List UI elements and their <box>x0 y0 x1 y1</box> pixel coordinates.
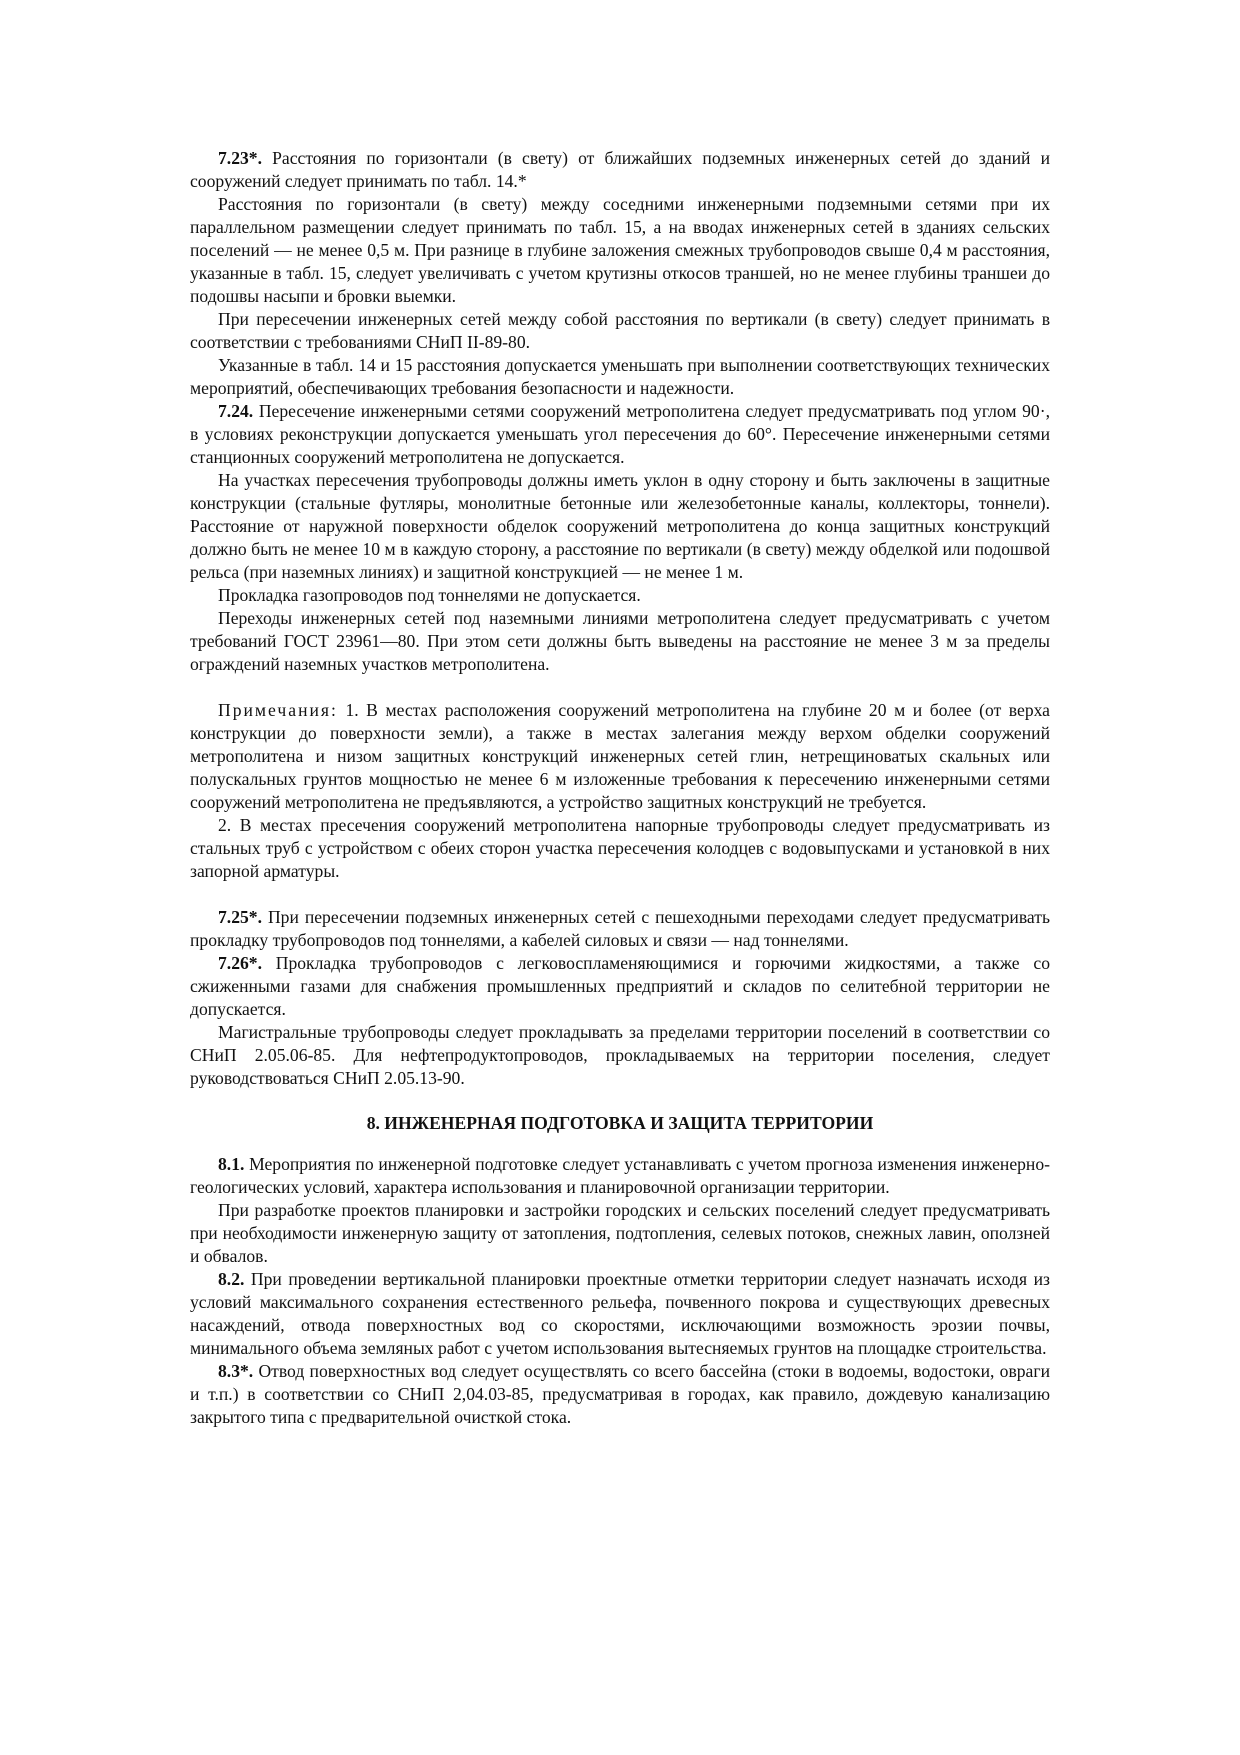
clause-number: 8.3*. <box>218 1361 254 1381</box>
paragraph-8-3 <box>190 1360 1050 1429</box>
paragraph-text: Отвод поверхностных вод следует осуществлять со всего бассейна (стоки в водоемы, водостоки, овраги и т.п.) в соответствии со СНиП 2,04.03-85, предусматривая в городах, как правило, дождевую канализацию закрытого типа с предварительной очисткой стока. <box>190 1361 1050 1427</box>
paragraph-text: При проведении вертикальной планировки проектные отметки территории следует назначать исходя из условий максимального сохранения естественного рельефа, почвенного покрова и существующих древесных насаждений, отвода поверхностных вод со скоростями, исключающими возможность эрозии почвы, минимального объема земляных работ с учетом использования вытесняемых грунтов на площадке строительства. <box>190 1269 1050 1358</box>
paragraph <box>190 308 1050 354</box>
section-heading: 8. ИНЖЕНЕРНАЯ ПОДГОТОВКА И ЗАЩИТА ТЕРРИТОРИИ <box>366 1113 874 1133</box>
paragraph-8-2 <box>190 1268 1050 1360</box>
paragraph-text: Расстояния по горизонтали (в свету) между соседними инженерными подземными сетями при их параллельном размещении следует принимать по табл. 15, а на вводах инженерных сетей в зданиях сельских поселений — не менее 0,5 м. При разнице в глубине заложения смежных трубопроводов свыше 0,4 м расстояния, указанные в табл. 15, следует увеличивать с учетом крутизны откосов траншей, но не менее глубины траншеи до подошвы насыпи и бровки выемки. <box>190 194 1050 306</box>
paragraph-7-26 <box>190 952 1050 1021</box>
document-page <box>190 147 1050 1429</box>
paragraph-7-25 <box>190 906 1050 952</box>
paragraph-7-24 <box>190 400 1050 469</box>
paragraph-text: Переходы инженерных сетей под наземными линиями метрополитена следует предусматривать с учетом требований ГОСТ 23961—80. При этом сети должны быть выведены на расстояние не менее 3 м за пределы ограждений наземных участков метрополитена. <box>190 608 1050 674</box>
paragraph <box>190 1199 1050 1268</box>
note-2 <box>190 814 1050 883</box>
note-text: 2. В местах пресечения сооружений метрополитена напорные трубопроводы следует предусматривать из стальных труб с устройством с обеих сторон участка пересечения колодцев с водовыпусками и установкой в них запорной арматуры. <box>190 815 1050 881</box>
clause-number: 7.24. <box>218 401 254 421</box>
paragraph-text: Пересечение инженерными сетями сооружений метрополитена следует предусматривать под углом 90·, в условиях реконструкции допускается уменьшать угол пересечения до 60°. Пересечение инженерными сетями станционных сооружений метрополитена не допускается. <box>190 401 1050 467</box>
spacer <box>190 676 1050 699</box>
paragraph-text: Магистральные трубопроводы следует прокладывать за пределами территории поселений в соответствии со СНиП 2.05.06-85. Для нефтепродуктопроводов, прокладываемых на территории поселения, следует руководствоваться СНиП 2.05.13-90. <box>190 1022 1050 1088</box>
clause-number: 7.26*. <box>218 953 262 973</box>
paragraph <box>190 1021 1050 1090</box>
paragraph-8-1 <box>190 1153 1050 1199</box>
paragraph-text: На участках пересечения трубопроводы должны иметь уклон в одну сторону и быть заключены в защитные конструкции (стальные футляры, монолитные бетонные или железобетонные каналы, коллекторы, тоннели). Расстояние от наружной поверхности обделок сооружений метрополитена до конца защитных конструкций должно быть не менее 10 м в каждую сторону, а расстояние по вертикали (в свету) между обделкой или подошвой рельса (при наземных линиях) и защитной конструкцией — не менее 1 м. <box>190 470 1050 582</box>
paragraph-text: При пересечении инженерных сетей между собой расстояния по вертикали (в свету) следует принимать в соответствии с требованиями СНиП II-89-80. <box>190 309 1050 352</box>
clause-number: 8.1. <box>218 1154 245 1174</box>
paragraph-text: Мероприятия по инженерной подготовке следует устанавливать с учетом прогноза изменения инженерно-геологических условий, характера использования и планировочной организации территории. <box>190 1154 1050 1197</box>
paragraph-text: При пересечении подземных инженерных сетей с пешеходными переходами следует предусматривать прокладку трубопроводов под тоннелями, а кабелей силовых и связи — над тоннелями. <box>190 907 1050 950</box>
paragraph-7-23 <box>190 147 1050 193</box>
notes-label: Примечания: <box>218 700 338 720</box>
paragraph-text: Прокладка трубопроводов с легковоспламеняющимися и горючими жидкостями, а также со сжиженными газами для снабжения промышленных предприятий и складов по селитебной территории не допускается. <box>190 953 1050 1019</box>
spacer <box>190 883 1050 906</box>
paragraph <box>190 354 1050 400</box>
paragraph-text: При разработке проектов планировки и застройки городских и сельских поселений следует предусматривать при необходимости инженерную защиту от затопления, подтопления, селевых потоков, снежных лавин, оползней и обвалов. <box>190 1200 1050 1266</box>
paragraph-text: Прокладка газопроводов под тоннелями не допускается. <box>218 585 641 605</box>
paragraph <box>190 469 1050 584</box>
note-text: 1. В местах расположения сооружений метрополитена на глубине 20 м и более (от верха конструкции до поверхности земли), а также в местах залегания между верхом обделки сооружений метрополитена и низом защитных конструкций инженерных сетей глин, нетрещиноватых скальных или полускальных грунтов мощностью не менее 6 м изложенные требования к пересечению инженерными сетями сооружений метрополитена не предъявляются, а устройство защитных конструкций не требуется. <box>190 700 1050 812</box>
paragraph <box>190 584 1050 607</box>
paragraph-text: Указанные в табл. 14 и 15 расстояния допускается уменьшать при выполнении соответствующих технических мероприятий, обеспечивающих требования безопасности и надежности. <box>190 355 1050 398</box>
paragraph <box>190 193 1050 308</box>
paragraph-text: Расстояния по горизонтали (в свету) от ближайших подземных инженерных сетей до зданий и сооружений следует принимать по табл. 14.* <box>190 148 1050 191</box>
clause-number: 7.23*. <box>218 148 262 168</box>
note-1 <box>190 699 1050 814</box>
clause-number: 8.2. <box>218 1269 245 1289</box>
paragraph <box>190 607 1050 676</box>
clause-number: 7.25*. <box>218 907 262 927</box>
